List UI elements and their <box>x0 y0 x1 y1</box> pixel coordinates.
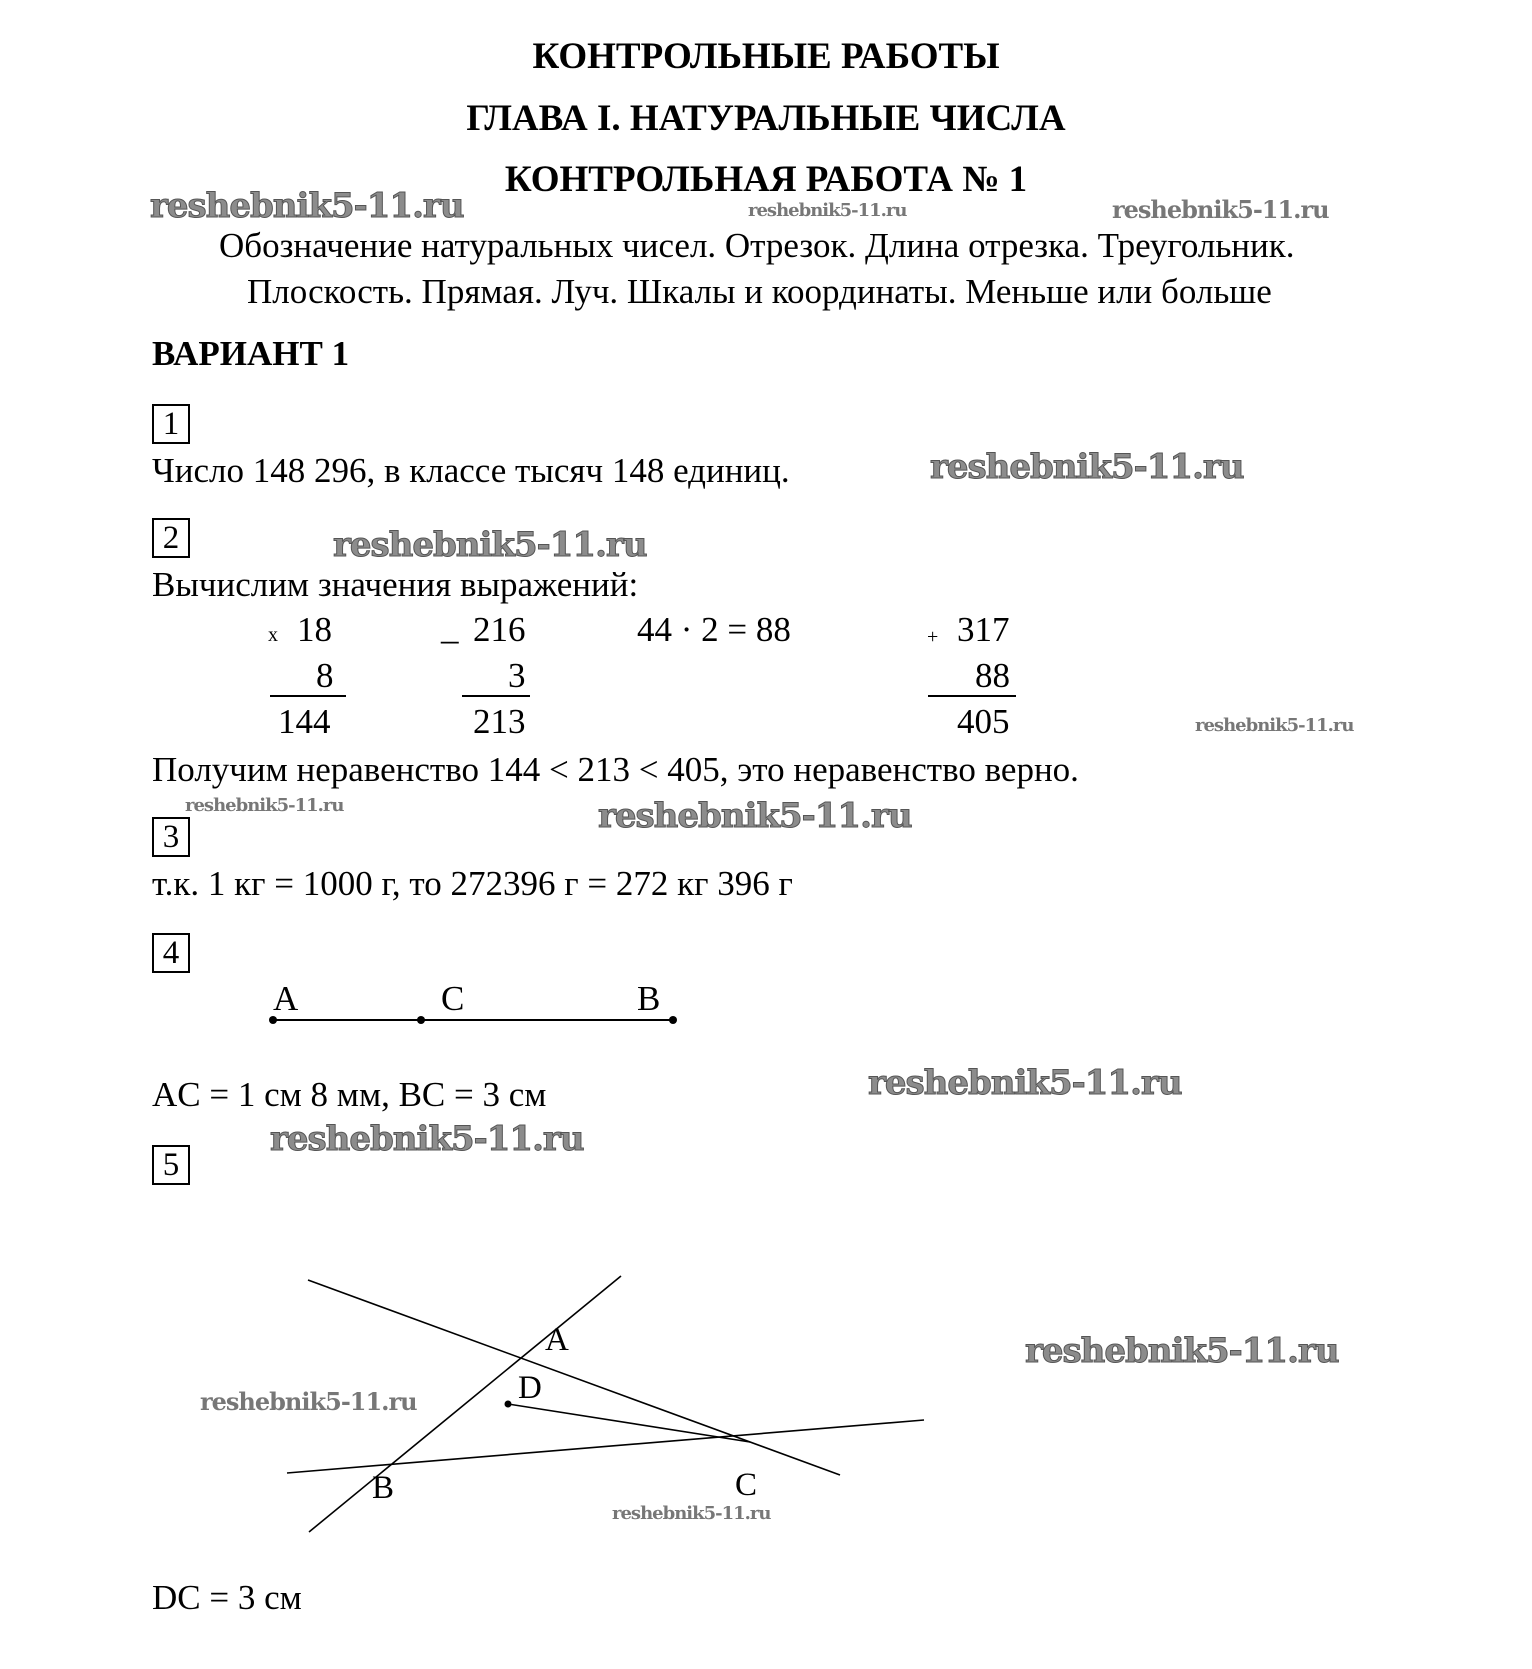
watermark: reshebnik5-11.ru <box>748 200 907 221</box>
task-number-1: 1 <box>152 404 190 444</box>
inline-product: 44 · 2 = 88 <box>637 610 791 649</box>
page-title: КОНТРОЛЬНЫЕ РАБОТЫ <box>532 36 1000 77</box>
mul-operand-b: 8 <box>316 656 334 695</box>
point-a-label: A <box>545 1322 569 1358</box>
watermark: reshebnik5-11.ru <box>150 186 464 226</box>
point-c-label: C <box>441 979 465 1018</box>
add-result: 405 <box>957 702 1010 741</box>
watermark: reshebnik5-11.ru <box>1025 1331 1339 1371</box>
watermark: reshebnik5-11.ru <box>1112 195 1329 224</box>
task2-intro: Вычислим значения выражений: <box>152 565 639 604</box>
watermark: reshebnik5-11.ru <box>868 1063 1182 1103</box>
topics-line-1: Обозначение натуральных чисел. Отрезок. Длина отрезка. Треугольник. <box>219 226 1295 265</box>
sub-operand-b: 3 <box>508 656 526 695</box>
point-a-label: A <box>273 979 299 1018</box>
segment-dc <box>508 1404 750 1442</box>
task-number-5: 5 <box>152 1145 190 1185</box>
sub-operator: _ <box>441 608 459 647</box>
watermark: reshebnik5-11.ru <box>612 1503 771 1524</box>
task5-answer: DC = 3 см <box>152 1578 302 1617</box>
add-operand-b: 88 <box>975 656 1010 695</box>
topics-line-2: Плоскость. Прямая. Луч. Шкалы и координаты. Меньше или больше <box>247 272 1272 311</box>
task-number-3: 3 <box>152 817 190 857</box>
add-operator: + <box>927 626 939 648</box>
test-title: КОНТРОЛЬНАЯ РАБОТА № 1 <box>504 159 1028 200</box>
add-operand-a: 317 <box>957 610 1010 649</box>
task-number-4: 4 <box>152 933 190 973</box>
watermark: reshebnik5-11.ru <box>200 1387 417 1416</box>
mul-operand-a: 18 <box>297 610 332 649</box>
mul-operator: x <box>268 624 278 646</box>
point-d-label: D <box>518 1370 542 1406</box>
watermark: reshebnik5-11.ru <box>333 525 647 565</box>
task1-text: Число 148 296, в классе тысяч 148 единиц. <box>152 451 790 490</box>
line-through-a-c <box>308 1280 840 1475</box>
task3-text: т.к. 1 кг = 1000 г, то 272396 г = 272 кг 396 г <box>152 864 793 903</box>
point-b-label: B <box>372 1470 395 1506</box>
watermark: reshebnik5-11.ru <box>270 1119 584 1159</box>
mul-line <box>270 695 346 697</box>
watermark: reshebnik5-11.ru <box>930 447 1244 487</box>
chapter-title: ГЛАВА I. НАТУРАЛЬНЫЕ ЧИСЛА <box>466 98 1066 139</box>
task-number-2: 2 <box>152 518 190 558</box>
point-b-dot <box>669 1016 677 1024</box>
watermark: reshebnik5-11.ru <box>185 795 344 816</box>
segment-diagram <box>250 975 690 1035</box>
variant-heading: ВАРИАНТ 1 <box>152 334 350 373</box>
watermark: reshebnik5-11.ru <box>1195 715 1354 736</box>
line-through-b-c <box>287 1420 924 1473</box>
mul-result: 144 <box>278 702 331 741</box>
point-c-dot <box>417 1016 425 1024</box>
sub-operand-a: 216 <box>473 610 526 649</box>
sub-result: 213 <box>473 702 526 741</box>
watermark: reshebnik5-11.ru <box>598 796 912 836</box>
task4-answer: AC = 1 см 8 мм, BC = 3 см <box>152 1075 547 1114</box>
add-line <box>928 695 1016 697</box>
sub-line <box>462 695 530 697</box>
point-b-label: B <box>637 979 661 1018</box>
task2-conclusion: Получим неравенство 144 < 213 < 405, это неравенство верно. <box>152 750 1079 789</box>
point-c-label: C <box>735 1467 758 1503</box>
point-d-dot <box>505 1401 512 1408</box>
